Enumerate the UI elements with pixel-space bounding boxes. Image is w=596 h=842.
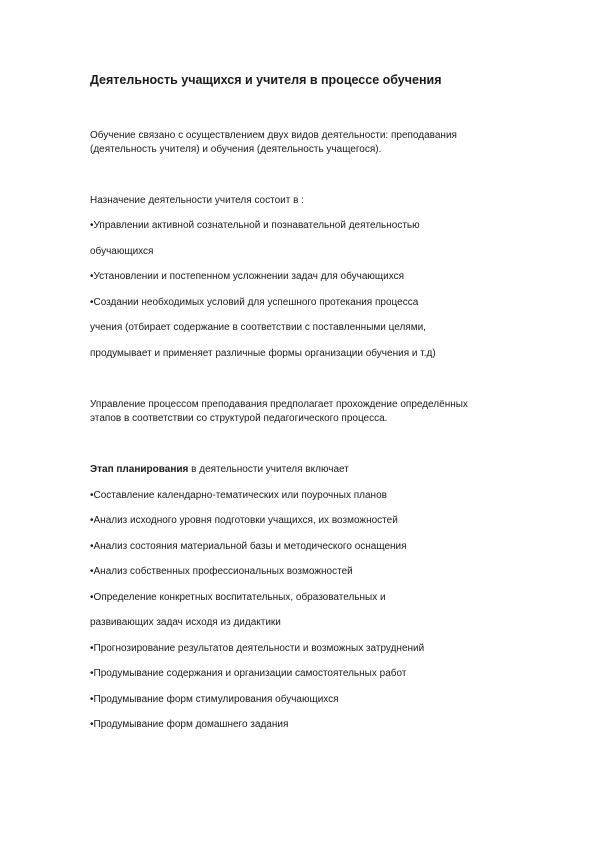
purpose-heading: Назначение деятельности учителя состоит в :	[90, 195, 304, 206]
planning-item: •Определение конкретных воспитательных, образовательных и	[90, 592, 386, 603]
planning-item: развивающих задач исходя из дидактики	[90, 617, 281, 628]
purpose-item: •Управлении активной сознательной и познавательной деятельностью	[90, 220, 420, 231]
purpose-item: обучающихся	[90, 246, 154, 257]
planning-item: •Анализ состояния материальной базы и методического оснащения	[90, 541, 407, 552]
planning-item: •Анализ собственных профессиональных возможностей	[90, 566, 353, 577]
planning-heading	[90, 464, 349, 476]
page-title: Деятельность учащихся и учителя в процессе обучения	[90, 73, 442, 87]
purpose-item: •Установлении и постепенном усложнении задач для обучающихся	[90, 271, 405, 282]
planning-heading-rest: в деятельности учителя включает	[188, 464, 349, 475]
planning-heading-bold: Этап планирования	[90, 464, 189, 475]
intro-line: (деятельность учителя) и обучения (деятельность учащегося).	[90, 144, 382, 155]
planning-item: •Прогнозирование результатов деятельности и возможных затруднений	[90, 643, 425, 654]
management-line: этапов в соответствии со структурой педагогического процесса.	[90, 413, 388, 424]
planning-item: •Составление календарно-тематических или поурочных планов	[90, 490, 387, 501]
purpose-item: •Создании необходимых условий для успешного протекания процесса	[90, 297, 419, 308]
planning-item: •Продумывание форм домашнего задания	[90, 719, 289, 730]
management-line: Управление процессом преподавания предполагает прохождение определённых	[90, 399, 468, 410]
planning-item: •Анализ исходного уровня подготовки учащихся, их возможностей	[90, 515, 398, 526]
planning-item: •Продумывание содержания и организации самостоятельных работ	[90, 668, 407, 679]
purpose-item: учения (отбирает содержание в соответствии с поставленными целями,	[90, 322, 426, 333]
purpose-item: продумывает и применяет различные формы организации обучения и т.д)	[90, 348, 436, 359]
planning-item: •Продумывание форм стимулирования обучающихся	[90, 694, 339, 705]
intro-line: Обучение связано с осуществлением двух видов деятельности: преподавания	[90, 130, 457, 141]
